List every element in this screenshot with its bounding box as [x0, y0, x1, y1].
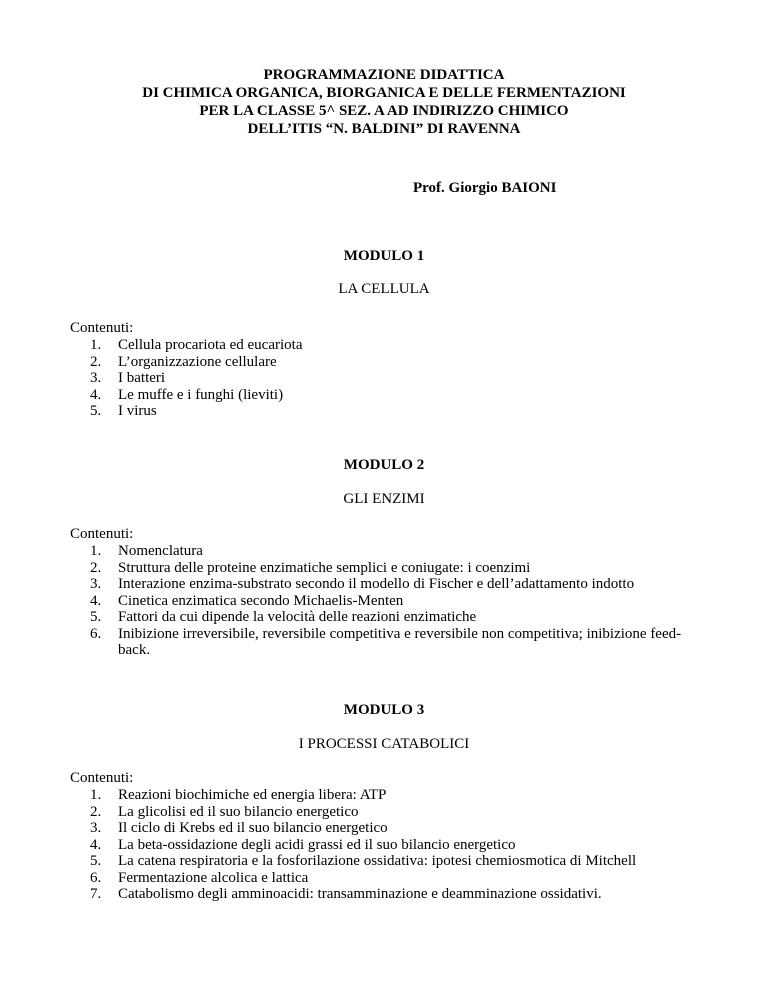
- module-1-contents-list: [70, 337, 700, 420]
- list-item-number: 2.: [90, 353, 102, 370]
- list-item-text: Inibizione irreversibile, reversibile competitiva e reversibile non competitiva; inibizione feed-back.: [118, 625, 682, 658]
- list-item-number: 1.: [90, 543, 102, 559]
- list-item: [70, 593, 700, 610]
- list-item-number: 3.: [90, 820, 102, 836]
- list-item: [70, 543, 700, 560]
- list-item-text: Le muffe e i funghi (lieviti): [118, 386, 284, 403]
- header-line-2: DI CHIMICA ORGANICA, BIORGANICA E DELLE FERMENTAZIONI: [142, 85, 626, 101]
- module-3-contents-list: [70, 787, 700, 903]
- list-item-number: 4.: [90, 386, 102, 403]
- module-2-contents-label: Contenuti:: [70, 526, 134, 542]
- list-item-text: Fattori da cui dipende la velocità delle reazioni enzimatiche: [118, 609, 477, 625]
- list-item: [70, 576, 700, 593]
- list-item: [70, 837, 700, 854]
- list-item-number: 5.: [90, 609, 102, 625]
- list-item-number: 3.: [90, 576, 102, 592]
- list-item: [70, 354, 700, 371]
- list-item-number: 5.: [90, 403, 102, 419]
- module-1-title: MODULO 1: [343, 248, 425, 264]
- author-name: Prof. Giorgio BAIONI: [413, 180, 557, 196]
- list-item-number: 5.: [90, 853, 102, 869]
- list-item-number: 1.: [90, 337, 102, 353]
- list-item-text: Cellula procariota ed eucariota: [118, 337, 303, 353]
- list-item-text: Fermentazione alcolica e lattica: [118, 869, 309, 886]
- list-item-number: 7.: [90, 886, 102, 902]
- list-item-text: I virus: [118, 403, 157, 419]
- list-item: [70, 609, 700, 626]
- list-item-text: Nomenclatura: [118, 543, 203, 559]
- list-item: [70, 370, 700, 387]
- document-header: [0, 66, 768, 138]
- list-item-text: Il ciclo di Krebs ed il suo bilancio energetico: [118, 820, 388, 836]
- list-item: [70, 337, 700, 354]
- list-item: [70, 403, 700, 420]
- list-item-text: I batteri: [118, 370, 166, 386]
- list-item: [70, 870, 700, 887]
- list-item-text: La beta-ossidazione degli acidi grassi ed il suo bilancio energetico: [118, 836, 516, 853]
- list-item-number: 6.: [90, 869, 102, 886]
- list-item-number: 1.: [90, 787, 102, 803]
- list-item-number: 2.: [90, 803, 102, 820]
- list-item-text: Catabolismo degli amminoacidi: transamminazione e deamminazione ossidativi.: [118, 886, 602, 902]
- list-item-text: Cinetica enzimatica secondo Michaelis-Menten: [118, 592, 404, 609]
- module-2-contents-list: [70, 543, 700, 659]
- module-1-subtitle: LA CELLULA: [338, 281, 430, 297]
- list-item-number: 4.: [90, 592, 102, 609]
- list-item: [70, 560, 700, 577]
- list-item: [70, 787, 700, 804]
- list-item: [70, 853, 700, 870]
- module-1-contents-label: Contenuti:: [70, 320, 134, 336]
- list-item-text: La glicolisi ed il suo bilancio energetico: [118, 803, 359, 820]
- list-item-number: 6.: [90, 625, 102, 642]
- list-item-text: Struttura delle proteine enzimatiche semplici e coniugate: i coenzimi: [118, 559, 531, 576]
- header-line-4: DELL’ITIS “N. BALDINI” DI RAVENNA: [247, 121, 521, 137]
- list-item: [70, 804, 700, 821]
- list-item-text: La catena respiratoria e la fosforilazione ossidativa: ipotesi chemiosmotica di Mitchell: [118, 853, 637, 869]
- list-item: [70, 820, 700, 837]
- list-item-text: Reazioni biochimiche ed energia libera: ATP: [118, 787, 387, 803]
- list-item-number: 4.: [90, 836, 102, 853]
- module-3-contents-label: Contenuti:: [70, 770, 134, 786]
- module-2-title: MODULO 2: [343, 457, 425, 473]
- list-item-number: 3.: [90, 370, 102, 386]
- list-item-text: Interazione enzima-substrato secondo il modello di Fischer e dell’adattamento indotto: [118, 576, 635, 592]
- list-item: [70, 626, 700, 659]
- module-2-subtitle: GLI ENZIMI: [343, 491, 425, 507]
- list-item: [70, 886, 700, 903]
- list-item: [70, 387, 700, 404]
- list-item-text: L’organizzazione cellulare: [118, 353, 277, 370]
- module-3-subtitle: I PROCESSI CATABOLICI: [298, 736, 470, 752]
- list-item-number: 2.: [90, 559, 102, 576]
- module-3-title: MODULO 3: [343, 702, 425, 718]
- header-line-1: PROGRAMMAZIONE DIDATTICA: [263, 67, 505, 83]
- header-line-3: PER LA CLASSE 5^ SEZ. A AD INDIRIZZO CHIMICO: [199, 103, 569, 119]
